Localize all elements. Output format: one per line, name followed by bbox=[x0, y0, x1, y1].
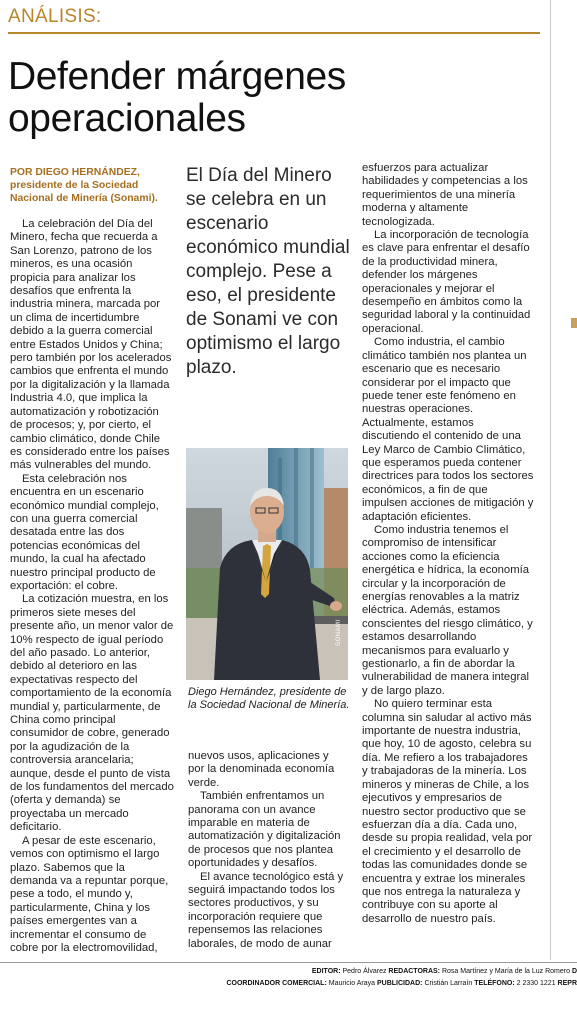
section-label: ANÁLISIS: bbox=[8, 6, 102, 27]
paragraph: La celebración del Día del Minero, fecha que recuerda a San Lorenzo, patrono de los mineros, es una ocasión propicia para analizar los desafíos que enfrenta la industria minera, marcada por un clima de incertidumbre debido a la guerra comercial entre Estados Unidos y China; pero también por los acelerados cambios que enfrenta el mundo por la digitalización y la llamada Industria 4.0, que implica la automatización y robotización de procesos; y, por cierto, el cambio climático, donde Chile es considerado entre los países más vulnerables del mundo. bbox=[10, 218, 172, 472]
editor-label: EDITOR: bbox=[311, 968, 341, 975]
byline-role: presidente de la Sociedad Nacional de Minería (Sonami). bbox=[10, 180, 158, 204]
photo-credit: SONAMI bbox=[336, 619, 342, 646]
footer-rule bbox=[0, 962, 577, 963]
paragraph: A pesar de este escenario, vemos con optimismo el largo plazo. Sabemos que la demanda va a repuntar porque, pese a todo, el mundo y, particularmente, China y los países emergentes van a incrementar el consumo de cobre por la electromovilidad, bbox=[10, 834, 169, 954]
headline: Defender márgenes operacionales bbox=[8, 55, 346, 140]
portrait-photo bbox=[186, 448, 348, 680]
coordinador-value: Mauricio Araya bbox=[328, 980, 376, 987]
photo-caption: Diego Hernández, presidente de la Sociedad Nacional de Minería. bbox=[188, 686, 350, 711]
paragraph: Esta celebración nos encuentra en un escenario económico mundial complejo, con una guerra comercial desatada entre las dos potencias económicas del mundo, la cual ha afectado nuestro principal producto de exportación: el cobre. bbox=[10, 472, 159, 592]
telefono-label: TELÉFONO: bbox=[474, 980, 515, 987]
editor-value: Pedro Álvarez bbox=[342, 968, 387, 975]
paragraph: Como industria tenemos el compromiso de intensificar acciones como la eficiencia energética e hídrica, la economía circular y la incorporación de energías renovables a la matriz eléctrica. Además, estamos conscientes del riesgo climático, y estamos desarrollando mecanismos para evaluarlo y gestionarlo, a fin de abordar la vulnerabilidad de manera integral y de largo plazo. bbox=[362, 523, 533, 697]
byline bbox=[10, 166, 180, 205]
article-column-3 bbox=[362, 162, 534, 926]
coordinador-label: COORDINADOR COMERCIAL: bbox=[226, 980, 327, 987]
paragraph: La cotización muestra, en los primeros siete meses del presente año, un menor valor de 10% respecto de igual período del año pasado. Lo anterior, debido al deterioro en las expectativas respecto del comportamiento de la economía mundial y, particularmente, de China como principal consumidor de cobre, generado por la agudización de la controversia arancelaria; aunque, desde el punto de vista de los fundamentos del mercado (oferta y demanda) se proyectaba un mercado deficitario. bbox=[10, 593, 174, 834]
redactoras-value: Rosa Martínez y María de la Luz Romero bbox=[441, 968, 570, 975]
telefono-value: 2 2330 1221 bbox=[516, 980, 556, 987]
pull-quote: El Día del Minero se celebra en un escenario económico mundial complejo. Pese a eso, el presidente de Sonami ve con optimismo el largo plazo. bbox=[186, 165, 350, 378]
article-column-2 bbox=[188, 750, 348, 951]
section-rule bbox=[8, 32, 540, 34]
footer-line1-tail: D bbox=[571, 968, 577, 975]
article-column-1 bbox=[10, 218, 174, 955]
publicidad-label: PUBLICIDAD: bbox=[376, 980, 423, 987]
redactoras-label: REDACTORAS: bbox=[388, 968, 441, 975]
footer-credits-line-2 bbox=[226, 980, 577, 987]
paragraph: nuevos usos, aplicaciones y por la denominada economía verde. bbox=[188, 750, 335, 789]
paragraph: También enfrentamos un panorama con un avance imparable en materia de automatización y digitalización de procesos que nos plantea oportunidades y desafíos. bbox=[188, 790, 341, 870]
column-divider bbox=[550, 0, 551, 960]
footer-credits-line-1 bbox=[312, 968, 577, 975]
paragraph: La incorporación de tecnología es clave para enfrentar el desafío de la productividad minera, defender los márgenes operacionales y mejorar el desempeño en ámbitos como la seguridad laboral y la continuidad operacional. bbox=[362, 229, 531, 335]
paragraph: No quiero terminar esta columna sin saludar al activo más importante de nuestra industria, que hoy, 10 de agosto, celebra su día. Me refiero a los trabajadores y trabajadoras de la minería. Los mineros y mineras de Chile, a los ejecutivos y empresarios de nuestro sector productivo que se esfuerzan día a día. Cada uno, desde su propia realidad, vela por el crecimiento y el desarrollo de todas las comunidades donde se encuentra y extrae los minerales que nos entrega la naturaleza y contribuye con su aporte al desarrollo de nuestro país. bbox=[362, 698, 533, 925]
adjacent-page-mark bbox=[571, 318, 577, 328]
portrait-illustration bbox=[186, 448, 348, 680]
paragraph: El avance tecnológico está y seguirá impactando todos los sectores productivos, y su incorporación requiere que repensemos las relaciones laborales, de modo de aunar bbox=[188, 870, 344, 950]
publicidad-value: Cristián Larraín bbox=[424, 980, 473, 987]
byline-author: POR DIEGO HERNÁNDEZ, bbox=[10, 167, 140, 178]
paragraph: Como industria, el cambio climático también nos plantea un escenario que es necesario considerar por el impacto que puede tener este fenómeno en nuestras operaciones. Actualmente, estamos discutiendo el contenido de una Ley Marco de Cambio Climático, que esperamos pueda contener directrices para todos los sectores económicos, a fin de que impulsen acciones de mitigación y adaptación eficientes. bbox=[362, 336, 534, 523]
paragraph: esfuerzos para actualizar habilidades y competencias a los requerimientos de una minería moderna y altamente tecnologizada. bbox=[362, 162, 528, 228]
footer-line2-tail: REPR bbox=[557, 980, 577, 987]
